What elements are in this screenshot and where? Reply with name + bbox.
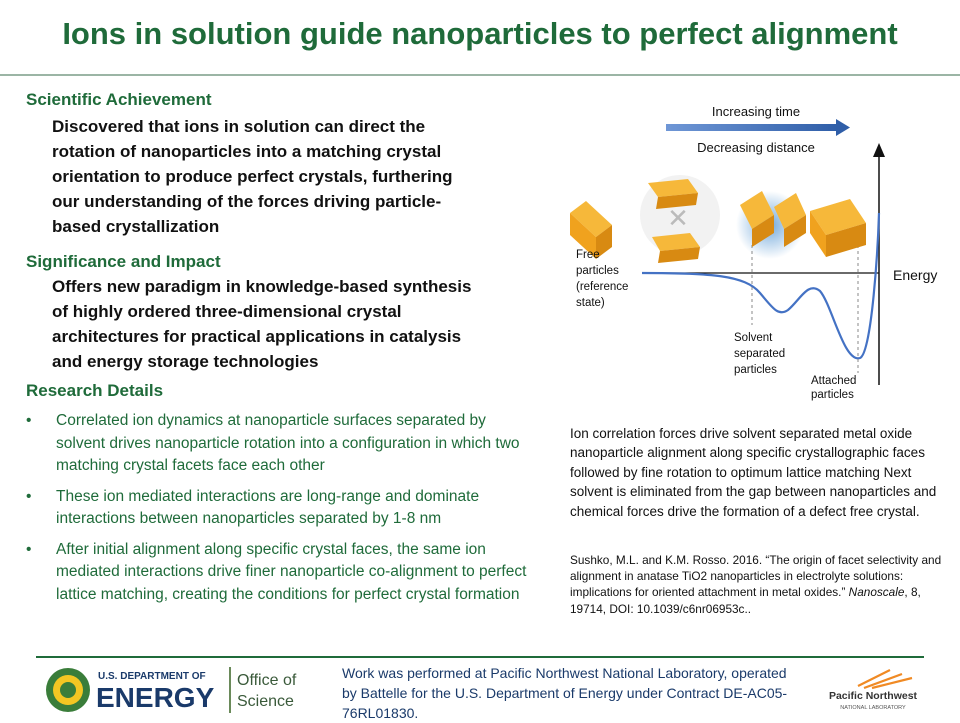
research-bullet xyxy=(26,410,531,478)
footer-work-text: Work was performed at Pacific Northwest National Laboratory, operated by Battelle for the U.S. Department of Energy under Contract DE-AC05-76RL01830. xyxy=(342,665,788,721)
significance-text xyxy=(52,274,471,374)
bullet-dot: • xyxy=(26,540,32,558)
pnnl-lines-icon xyxy=(858,670,912,688)
footer-divider xyxy=(36,656,924,658)
title-divider xyxy=(0,74,960,76)
office-line-2: Science xyxy=(237,693,294,710)
time-arrow-shaft xyxy=(666,124,838,131)
significance-line: of highly ordered three-dimensional crystal xyxy=(52,302,402,321)
achievement-line: our understanding of the forces driving particle- xyxy=(52,192,442,211)
solvent-separated-label: Solvent separated particles xyxy=(734,332,786,376)
energy-diagram xyxy=(560,95,950,410)
citation-text: Sushko, M.L. and K.M. Rosso. 2016. “The origin of facet selectivity and alignment in anatase TiO2 nanoparticles in electrolyte solutions: implications for oriented attachment in metal oxides.” xyxy=(570,553,942,600)
slide-title: Ions in solution guide nanoparticles to perfect alignment xyxy=(62,16,898,51)
energy-label: Energy xyxy=(893,267,938,283)
research-bullet xyxy=(26,486,531,531)
achievement-line: Discovered that ions in solution can direct the xyxy=(52,117,426,136)
time-arrow-head xyxy=(836,119,850,136)
pnnl-subtitle: NATIONAL LABORATORY xyxy=(840,705,906,711)
energy-axis-arrow xyxy=(873,143,885,157)
doe-small-text: U.S. DEPARTMENT OF xyxy=(98,671,206,682)
attached-particles-label: Attached particles xyxy=(811,375,857,401)
figure-caption: Ion correlation forces drive solvent separated metal oxide nanoparticle alignment along specific crystallographic faces followed by fine rotation to optimum lattice matching Next solvent is eliminated from the gap between nanoparticles and chemical forces drive the formation of a defect free crystal. xyxy=(570,426,937,519)
citation-details: , 8, 19714, DOI: 10.1039/c6nr06953c.. xyxy=(570,585,921,616)
increasing-time-label: Increasing time xyxy=(711,104,801,119)
bullet-dot: • xyxy=(26,487,32,505)
pnnl-logo xyxy=(818,664,928,712)
achievement-line: orientation to produce perfect crystals, furthering xyxy=(52,167,453,186)
bullet-dot: • xyxy=(26,412,32,429)
solvent-separated-pair xyxy=(736,191,806,259)
significance-heading: Significance and Impact xyxy=(26,252,221,271)
significance-line: Offers new paradigm in knowledge-based synthesis xyxy=(52,277,472,296)
office-line-1: Office of xyxy=(237,672,297,689)
rotating-particles xyxy=(640,175,720,263)
decreasing-distance-label: Decreasing distance xyxy=(697,140,815,155)
doe-office-of-science-logo xyxy=(44,664,314,716)
bullet-text: Correlated ion dynamics at nanoparticle surfaces separated by solvent drives nanoparticle rotation into a configuration in which two matching crystal facets face each other xyxy=(56,412,520,474)
pnnl-name: Pacific Northwest xyxy=(828,690,918,702)
free-particles-label: Free particles (reference state) xyxy=(576,249,629,309)
attached-particle xyxy=(810,199,866,257)
research-heading: Research Details xyxy=(26,381,164,400)
achievement-line: based crystallization xyxy=(52,217,220,236)
bullet-text: After initial alignment along specific crystal faces, the same ion mediated interactions drive finer nanoparticle co-alignment to perfect lattice matching, creating the conditions for perfect crystal formation xyxy=(56,540,527,603)
achievement-heading: Scientific Achievement xyxy=(26,90,212,109)
research-bullets xyxy=(26,410,531,614)
citation-journal: Nanoscale xyxy=(848,585,905,600)
research-bullet xyxy=(26,539,531,607)
significance-line: architectures for practical applications in catalysis xyxy=(52,327,462,346)
citation xyxy=(570,552,942,617)
doe-big-text: ENERGY xyxy=(96,682,215,713)
significance-line: and energy storage technologies xyxy=(52,352,319,371)
svg-text:✕: ✕ xyxy=(667,203,689,233)
bullet-text: These ion mediated interactions are long-range and dominate interactions between nanoparticles separated by 1-8 nm xyxy=(56,487,480,527)
achievement-line: rotation of nanoparticles into a matching crystal xyxy=(52,142,442,161)
achievement-text xyxy=(52,114,453,239)
